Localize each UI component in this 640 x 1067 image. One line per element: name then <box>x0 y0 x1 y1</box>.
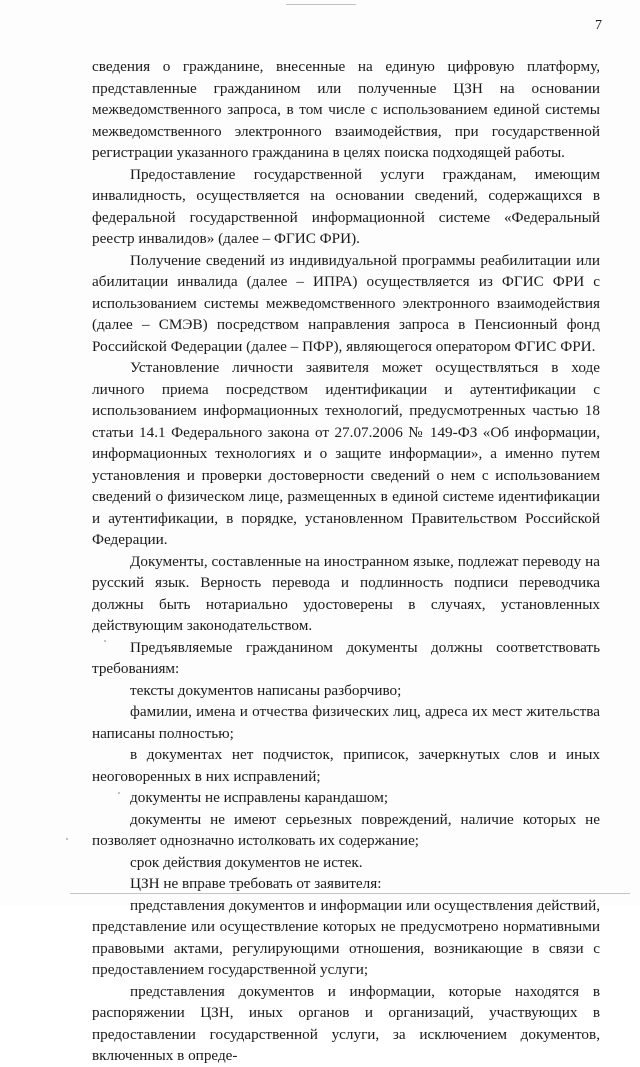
list-item: срок действия документов не истек. <box>130 853 363 871</box>
list-item: представления документов и информации или осуществления действий, представление или осуществление которых не предусмотрено нормативными правовыми актами, регулирующими отношения, возникающие в связи с предоставлением государственной услуги; <box>92 896 600 978</box>
scan-bottom-edge <box>70 893 630 894</box>
scan-speck <box>104 640 106 642</box>
paragraph: сведения о гражданине, внесенные на единую цифровую платформу, представленные гражданином или полученные ЦЗН на основании межведомственного запроса, в том числе с использованием единой системы межведомственного электронного взаимодействия, при государственной регистрации указанного гражданина в целях поиска подходящей работы. <box>92 58 600 161</box>
list-item: в документах нет подчисток, приписок, зачеркнутых слов и иных неоговоренных в них исправлений; <box>92 746 600 785</box>
scan-speck <box>66 838 68 840</box>
paragraph: Документы, составленные на иностранном языке, подлежат переводу на русский язык. Верность перевода и подлинность подписи переводчика должны быть нотариально удостоверены в случаях, установленных действующим законодательством. <box>92 552 600 634</box>
paragraph: ЦЗН не вправе требовать от заявителя: <box>130 875 382 892</box>
paragraph: Предоставление государственной услуги гражданам, имеющим инвалидность, осуществляется на основании сведений, содержащихся в федеральной государственной информационной системе «Федеральный реестр инвалидов» (далее – ФГИС ФРИ). <box>92 165 600 247</box>
list-item: документы не имеют серьезных повреждений, наличие которых не позволяет однозначно истолковать их содержание; <box>92 810 600 849</box>
list-item: тексты документов написаны разборчиво; <box>130 681 402 699</box>
scan-top-mark <box>286 4 356 7</box>
paragraph: Установление личности заявителя может осуществляться в ходе личного приема посредством идентификации и аутентификации с использованием информационных технологий, предусмотренных частью 18 статьи 14.1 Федерального закона от 27.07.2006 № 149-ФЗ «Об информации, информационных технологиях и о защите информации», а именно путем установления и проверки достоверности сведений о нем с использованием сведений о физическом лице, размещенных в единой системе идентификации и аутентификации, в порядке, установленном Правительством Российской Федерации. <box>92 359 600 548</box>
paragraph: Получение сведений из индивидуальной программы реабилитации или абилитации инвалида (далее – ИПРА) осуществляется из ФГИС ФРИ с использованием системы межведомственного электронного взаимодействия (далее – СМЭВ) посредством направления запроса в Пенсионный фонд Российской Федерации (далее – ПФР), являющегося оператором ФГИС ФРИ. <box>92 251 600 355</box>
list-item: представления документов и информации, которые находятся в распоряжении ЦЗН, иных органов и организаций, участвующих в предоставлении государственной услуги, за исключением документов, включенных в опреде- <box>92 982 600 1064</box>
document-body <box>92 56 600 1067</box>
list-item: фамилии, имена и отчества физических лиц, адреса их мест жительства написаны полностью; <box>92 703 600 742</box>
paragraph: Предъявляемые гражданином документы должны соответствовать требованиям: <box>92 638 600 677</box>
page-number: 7 <box>595 18 602 33</box>
list-item: документы не исправлены карандашом; <box>130 789 389 806</box>
scan-speck <box>118 792 120 794</box>
